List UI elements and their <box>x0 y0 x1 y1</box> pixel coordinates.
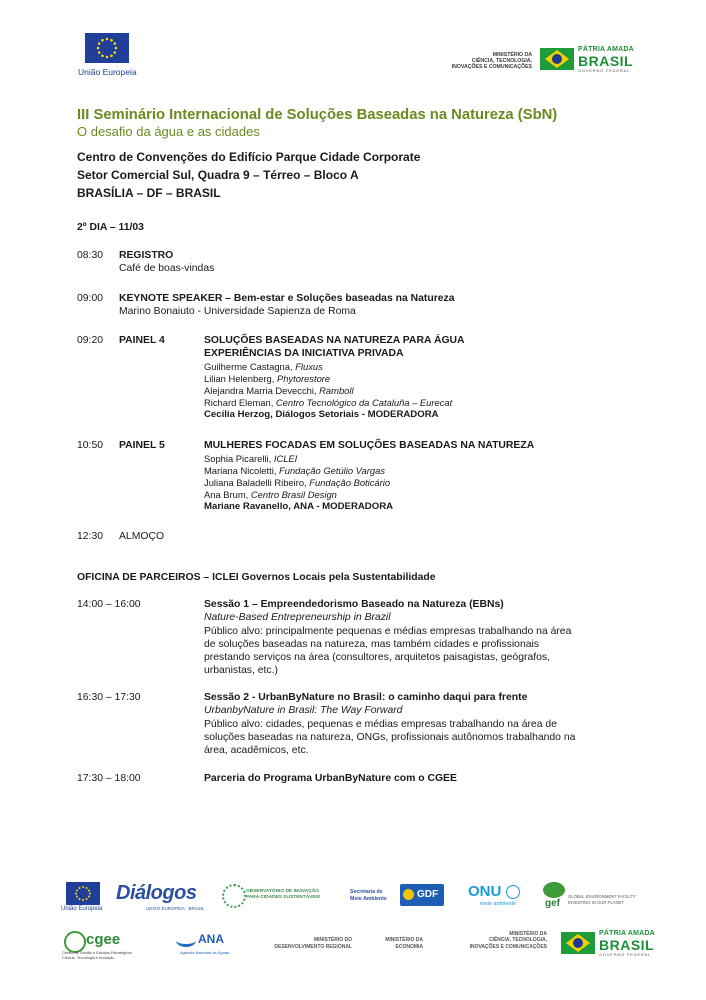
cgee-sub: Centro de Gestão e Estudos Estratégicos Ciência, Tecnologia e Inovação <box>62 951 132 960</box>
brasil-text: BRASIL <box>578 53 634 69</box>
sessao3-time: 17:30 – 18:00 <box>77 773 141 784</box>
speaker: Richard Eleman, Centro Tecnológico da Cataluña – Eurecat <box>204 397 453 408</box>
painel4-title-1: SOLUÇÕES BASEADAS NA NATUREZA PARA ÁGUA <box>204 335 465 346</box>
gdf-logo: GDF <box>400 884 444 906</box>
sessao1-time: 14:00 – 16:00 <box>77 599 141 610</box>
sessao2-time: 16:30 – 17:30 <box>77 692 141 703</box>
sessao2-subtitle: UrbanbyNature in Brasil: The Way Forward <box>204 705 403 716</box>
painel4-title-2: EXPERIÊNCIAS DA INICIATIVA PRIVADA <box>204 348 404 359</box>
brazil-flag-icon <box>561 932 595 954</box>
onu-logo: ONU <box>468 883 502 900</box>
painel5-label: PAINEL 5 <box>119 440 165 451</box>
sessao2-line: soluções baseadas na natureza, ONGs, profissionais autônomos trabalhando na <box>204 732 576 743</box>
ana-wave-icon <box>176 934 196 947</box>
painel4-moderator: Cecília Herzog, Diálogos Setoriais - MODERADORA <box>204 409 439 420</box>
economia-logo: MINISTÉRIO DA ECONOMIA <box>385 937 423 950</box>
painel5-moderator: Mariane Ravanello, ANA - MODERADORA <box>204 501 394 512</box>
gef-logo: gef <box>545 898 560 909</box>
painel5-time: 10:50 <box>77 440 104 451</box>
observatorio-icon <box>222 884 246 908</box>
sessao2-line: Público alvo: cidades, pequenas e médias empresas trabalhando na área de <box>204 719 557 730</box>
patria-amada-text: PÁTRIA AMADA <box>578 46 634 53</box>
eu-stars-icon <box>85 33 129 63</box>
sessao2-line: área, acadêmicos, etc. <box>204 745 309 756</box>
governo-federal-logo <box>540 45 636 73</box>
venue-line-3: BRASÍLIA – DF – BRASIL <box>77 186 221 200</box>
sessao1-line: Público alvo: principalmente pequenas e médias empresas trabalhando na área <box>204 626 572 637</box>
eu-label: União Europeia <box>78 67 137 77</box>
eu-stars-icon <box>66 882 100 905</box>
dialogos-sub: UNIÃO EUROPEIA · BRASIL <box>146 906 205 911</box>
painel4-time: 09:20 <box>77 335 104 346</box>
day-heading: 2º DIA – 11/03 <box>77 222 144 233</box>
mdr-logo: MINISTÉRIO DO DESENVOLVIMENTO REGIONAL <box>274 937 352 950</box>
sessao2-title: Sessão 2 - UrbanByNature no Brasil: o caminho daqui para frente <box>204 692 528 703</box>
venue-line-1: Centro de Convenções do Edifício Parque Cidade Corporate <box>77 150 421 164</box>
speaker: Ana Brum, Centro Brasil Design <box>204 489 337 500</box>
gef-sub: GLOBAL ENVIRONMENT FACILITY INVESTING IN OUR PLANET <box>568 894 636 905</box>
brazil-flag-icon <box>540 48 574 70</box>
sessao3-title: Parceria do Programa UrbanByNature com o CGEE <box>204 773 457 784</box>
almoco-title: ALMOÇO <box>119 531 165 542</box>
dialogos-logo: Diálogos <box>116 882 197 904</box>
speaker: Juliana Baladelli Ribeiro, Fundação Boticário <box>204 477 391 488</box>
eu-flag-logo-footer <box>66 882 100 905</box>
eu-label-footer: União Europeia <box>61 906 103 912</box>
keynote-time: 09:00 <box>77 293 104 304</box>
registro-title: REGISTRO <box>119 250 174 261</box>
sun-icon <box>403 889 414 900</box>
sessao1-line: de soluções baseadas na natureza, mas também cidades e profissionais <box>204 639 540 650</box>
speaker: Lilian Helenberg, Phytorestore <box>204 373 331 384</box>
secretaria-logo: Secretaria de Meio Ambiente <box>350 889 387 902</box>
almoco-time: 12:30 <box>77 531 104 542</box>
ana-logo: ANA <box>198 932 224 946</box>
registro-desc: Café de boas-vindas <box>119 263 215 274</box>
keynote-desc: Marino Bonaiuto - Universidade Sapienza de Roma <box>119 306 356 317</box>
painel5-title: MULHERES FOCADAS EM SOLUÇÕES BASEADAS NA NATUREZA <box>204 440 535 451</box>
mctic-logo-text: MINISTÉRIO DA CIÊNCIA, TECNOLOGIA, INOVAÇÕES E COMUNICAÇÕES <box>451 52 532 71</box>
page-subtitle: O desafio da água e as cidades <box>77 124 260 139</box>
sessao1-line: prestando serviços na área (consultores, arquitetos paisagistas, geógrafos, <box>204 652 550 663</box>
observatorio-logo: OBSERVATÓRIO DE INOVAÇÃO PARA CIDADES SUSTENTÁVEIS <box>246 889 321 900</box>
painel4-label: PAINEL 4 <box>119 335 165 346</box>
governo-federal-logo-footer: PÁTRIA AMADA BRASIL GOVERNO FEDERAL <box>561 929 657 957</box>
eu-flag-logo <box>85 33 129 63</box>
onu-sub: meio ambiente <box>480 901 517 907</box>
keynote-title: KEYNOTE SPEAKER – Bem-estar e Soluções baseadas na Natureza <box>119 293 455 304</box>
registro-time: 08:30 <box>77 250 104 261</box>
un-globe-icon <box>506 885 520 899</box>
sessao1-line: urbanistas, etc.) <box>204 665 278 676</box>
sessao1-subtitle: Nature-Based Entrepreneurship in Brazil <box>204 612 391 623</box>
mctic-logo-footer: MINISTÉRIO DA CIÊNCIA, TECNOLOGIA, INOVAÇÕES E COMUNICAÇÕES <box>469 931 547 950</box>
page-title: III Seminário Internacional de Soluções Baseadas na Natureza (SbN) <box>77 107 558 123</box>
ana-sub: Agência Nacional de Águas <box>180 950 230 955</box>
cgee-logo: cgee <box>86 931 121 948</box>
cgee-icon <box>64 931 86 953</box>
oficina-heading: OFICINA DE PARCEIROS – ICLEI Governos Locais pela Sustentabilidade <box>77 572 436 583</box>
venue-line-2: Setor Comercial Sul, Quadra 9 – Térreo – Bloco A <box>77 168 359 182</box>
speaker: Sophia Picarelli, ICLEI <box>204 453 298 464</box>
gef-globe-icon <box>543 882 565 898</box>
governo-federal-text: GOVERNO FEDERAL <box>578 68 631 73</box>
sessao1-title: Sessão 1 – Empreendedorismo Baseado na Natureza (EBNs) <box>204 599 504 610</box>
speaker: Alejandra Marria Devecchi, Ramboll <box>204 385 354 396</box>
speaker: Guilherme Castagna, Fluxus <box>204 361 323 372</box>
speaker: Mariana Nicoletti, Fundação Getúlio Vargas <box>204 465 385 476</box>
